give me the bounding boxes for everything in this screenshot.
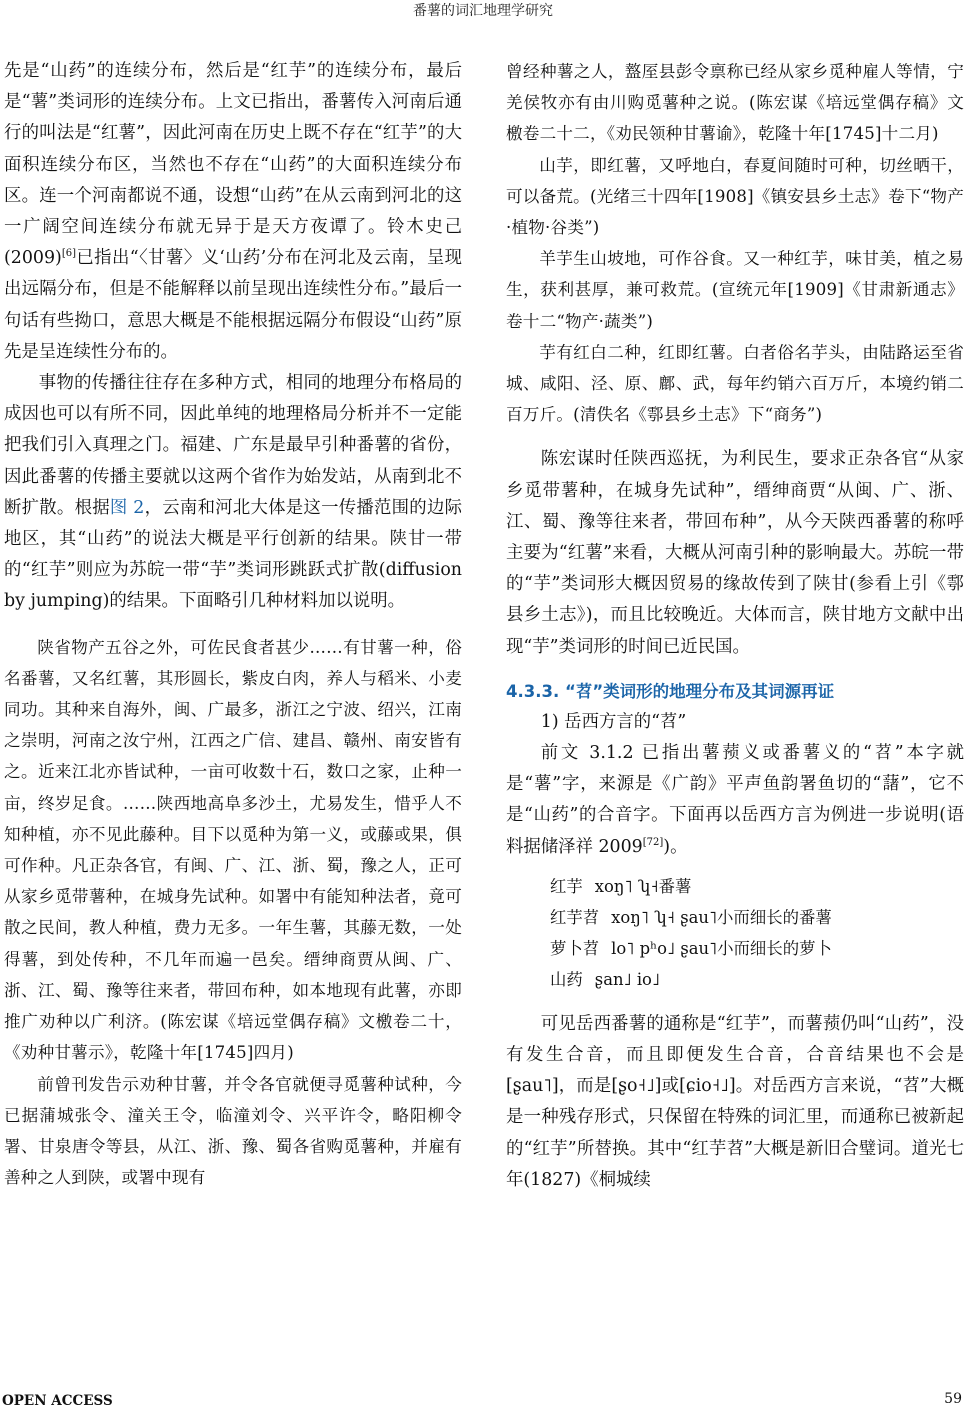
quote-chen-hongmou-2: 前曾刊发告示劝种甘薯，并令各官就便寻觅薯种试种，今已据蒲城张令、潼关王令，临潼刘令、兴平许令，略阳柳令署、甘泉唐令等县，从江、浙、豫、蜀各省购觅薯种，并雇有善种之人到陕，或署中现有 [4, 1074, 462, 1188]
dialect-example: 红芋 xoŋ˥ ʮ˧番薯 [550, 876, 692, 896]
subsection-heading: 1) 岳西方言的“苕” [540, 711, 687, 732]
paragraph-diffusion: 事物的传播往往存在多种方式，相同的地理分布格局的成因也可以有所不同，因此单纯的地理格局分析并不一定能把我们引入真理之门。福建、广东是最早引种番薯的省份，因此番薯的传播主要就以这两个省作为始发站，从南到北不断扩散。根据图 2，云南和河北大体是这一传播范围的边际地区，其“山药”的说法大概是平行创新的结果。陕甘一带的“红芋”则应为苏皖一带“芋”类词形跳跃式扩散(diffusion by jumping)的结果。下面略引几种材料加以说明。 [4, 373, 462, 612]
quote-chen-hongmou-2-cont: 曾经种薯之人，盩厔县彭令禀称已经从家乡觅种雇人等情，宁羌侯牧亦有由川购觅薯种之说。(陈宏谋《培远堂偶存稿》文檄卷二十二，《劝民领种甘薯谕》，乾隆十年[1745]十二月) [506, 62, 964, 144]
citation-72[interactable]: [72] [642, 836, 664, 848]
dialect-example-list [506, 871, 964, 995]
open-access-label: OPEN ACCESS [2, 1393, 113, 1409]
dialect-example: 红芋苕 xoŋ˥ ʮ˧ ʂau˥小而细长的番薯 [550, 907, 832, 927]
right-column [506, 56, 964, 1196]
quote-zhenan-gazetteer: 山芋，即红薯，又呼地白，春夏间随时可种，切丝晒干，可以备荒。(光绪三十四年[1908]《镇安县乡土志》卷下“物产·植物·谷类”) [506, 155, 964, 238]
spacer [4, 618, 462, 632]
figure-2-link[interactable]: 图 2 [109, 497, 145, 518]
paragraph-continuation: 先是“山药”的连续分布，然后是“红芋”的连续分布，最后是“薯”类词形的连续分布。上文已指出，番薯传入河南后通行的叫法是“红薯”，因此河南在历史上既不存在“红芋”的大面积连续分布区，当然也不存在“山药”的大面积连续分布区。连一个河南都说不通，设想“山药”在从云南到河北的这一广阔空间连续分布就无异于是天方夜谭了。铃木史己(2009)[6]已指出“〈甘薯〉义‘山药’分布在河北及云南，呈现出远隔分布，但是不能解释以前呈现出连续性分布。”最后一句话有些拗口，意思大概是不能根据远隔分布假设“山药”原先是呈连续性分布的。 [4, 61, 462, 362]
citation-6[interactable]: [6] [61, 248, 76, 260]
spacer [506, 663, 964, 677]
page-number: 59 [944, 1391, 962, 1407]
dialect-example: 萝卜苕 lo˥ pʰo˩ ʂau˥小而细长的萝卜 [550, 938, 832, 958]
paragraph-yuexi: 前文 3.1.2 已指出薯蓣义或番薯义的“苕”本字就是“薯”字，来源是《广韵》平声鱼韵署鱼切的“藷”，它不是“山药”的合音字。下面再以岳西方言为例进一步说明(语料据储泽祥 2009[72])。 [506, 743, 964, 857]
paragraph-shaanxi: 陈宏谋时任陕西巡抚，为利民生，要求正杂各官“从家乡觅带薯种，在城身先试种”，缙绅商贾“从闽、广、浙、江、蜀、豫等往来者，带回布种”，从今天陕西番薯的称呼主要为“红薯”来看，大概从河南引种的影响最大。苏皖一带的“芋”类词形大概因贸易的缘故传到了陕甘(参看上引《鄠县乡土志》)，而且比较晚近。大体而言，陕甘地方文献中出现“芋”类词形的时间已近民国。 [506, 449, 964, 657]
quote-gansu-gazetteer: 羊芋生山坡地，可作谷食。又一种红芋，味甘美，植之易生，获利甚厚，兼可救荒。(宣统元年[1909]《甘肃新通志》卷十二“物产·蔬类”) [506, 249, 964, 331]
dialect-example: 山药 ʂan˩ io˩ [550, 969, 661, 989]
quote-huxian-gazetteer: 芋有红白二种，红即红薯。白者俗名芋头，由陆路运至省城、咸阳、泾、原、鄜、武，每年约销六百万斤，本境约销二百万斤。(清佚名《鄠县乡土志》下“商务”) [506, 342, 964, 425]
running-title: 番薯的词汇地理学研究 [413, 3, 553, 19]
section-heading-4-3-3: 4.3.3. “苕”类词形的地理分布及其词源再证 [506, 681, 835, 701]
spacer [506, 430, 964, 444]
left-column [4, 56, 462, 1193]
paragraph-conclusion: 可见岳西番薯的通称是“红芋”，而薯蓣仍叫“山药”，没有发生合音，而且即便发生合音，合音结果也不会是[ʂau˥]，而是[ʂo˧˩]或[ɕio˧˩]。对岳西方言来说，“苕”大概是一种残存形式，只保留在特殊的词汇里，而通称已被新起的“红芋”所替换。其中“红芋苕”大概是新旧合璧词。道光七年(1827)《桐城续 [506, 1013, 964, 1190]
quote-chen-hongmou-1: 陕省物产五谷之外，可佐民食者甚少……有甘薯一种，俗名番薯，又名红薯，其形圆长，紫皮白肉，养人与稻米、小麦同功。其种来自海外，闽、广最多，浙江之宁波、绍兴，江南之崇明，河南之汝宁州，江西之广信、建昌、赣州、南安皆有之。近来江北亦皆试种，一亩可收数十石，数口之家，止种一亩，终岁足食。……陕西地高阜多沙土，尤易发生，惜乎人不知种植，亦不见此藤种。目下以觅种为第一义，或藤或果，俱可作种。凡正杂各官，有闽、广、江、浙、蜀，豫之人，正可从家乡觅带薯种，在城身先试种。如署中有能知种法者，竟可散之民间，教人种植，费力无多。一年生薯，其藤无数，一处得薯，到处传种，不几年而遍一邑矣。缙绅商贾从闽、广、浙、江、蜀、豫等往来者，带回布种，如本地现有此薯，亦即推广劝种以广利济。(陈宏谋《培远堂偶存稿》文檄卷二十，《劝种甘薯示》，乾隆十年[1745]四月) [4, 637, 462, 1063]
spacer [506, 995, 964, 1009]
